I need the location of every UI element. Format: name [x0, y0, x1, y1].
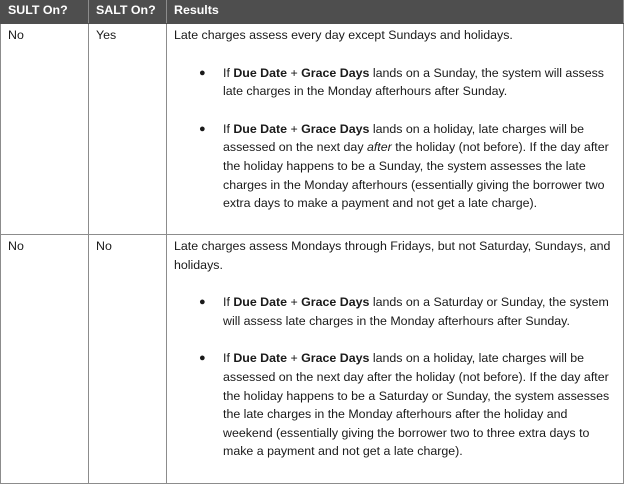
bullet-pre: If [223, 351, 234, 366]
bullet-plus: + [287, 65, 302, 80]
bullet-pre: If [223, 121, 234, 136]
due-date-term: Due Date [233, 295, 288, 310]
bullet-plus: + [287, 295, 302, 310]
table-row [1, 24, 624, 235]
sult-cell: No [1, 24, 89, 235]
bullet-text: lands on a Saturday or Sunday, the system will assess late charges in the Monday afterhours after Sunday. [223, 295, 609, 328]
grace-days-term: Grace Days [301, 65, 370, 80]
list-item [174, 120, 611, 213]
grace-days-term: Grace Days [301, 121, 370, 136]
after-emphasis: after [366, 140, 392, 155]
bullet-icon: ● [199, 122, 206, 135]
grace-days-term: Grace Days [301, 295, 370, 310]
results-bullet-list [174, 293, 611, 461]
sult-cell: No [1, 235, 89, 484]
header-salt: SALT On? [89, 1, 167, 24]
bullet-icon: ● [199, 66, 206, 79]
list-item [174, 64, 611, 101]
bullet-plus: + [287, 351, 302, 366]
bullet-text: lands on a holiday, late charges will be assessed on the next day [223, 121, 585, 155]
list-item [174, 293, 611, 330]
bullet-pre: If [223, 65, 234, 80]
bullet-pre: If [223, 295, 234, 310]
list-item [174, 349, 611, 461]
due-date-term: Due Date [233, 65, 288, 80]
results-intro: Late charges assess every day except Sundays and holidays. [174, 28, 513, 42]
table-row [1, 235, 624, 484]
bullet-text: lands on a Sunday, the system will assess late charges in the Monday afterhours after Sunday. [223, 65, 604, 99]
bullet-plus: + [287, 121, 302, 136]
results-intro: Late charges assess Mondays through Fridays, but not Saturday, Sundays, and holidays. [174, 239, 611, 272]
salt-cell: No [89, 235, 167, 484]
bullet-text: lands on a holiday, late charges will be assessed on the next day after the holiday (not before). If the day after the holiday happens to be a Saturday or Sunday, the system assesses the late charges in the Monday afterhours after the holiday and weekend (essentially giving the borrower two to three extra days to make a payment and not get a late charge). [223, 351, 610, 459]
grace-days-term: Grace Days [301, 351, 370, 366]
header-results: Results [167, 1, 624, 24]
results-cell [167, 24, 624, 235]
salt-cell: Yes [89, 24, 167, 235]
header-row [1, 1, 624, 24]
results-bullet-list [174, 64, 611, 213]
bullet-icon: ● [199, 296, 206, 309]
results-cell [167, 235, 624, 484]
due-date-term: Due Date [233, 121, 288, 136]
bullet-icon: ● [199, 352, 206, 365]
due-date-term: Due Date [233, 351, 288, 366]
header-sult: SULT On? [1, 1, 89, 24]
bullet-text: the holiday (not before). If the day after the holiday happens to be a Sunday, the system assesses the late charges in the Monday afterhours (essentially giving the borrower two extra days to make a payment and not get a late charge). [223, 140, 609, 211]
